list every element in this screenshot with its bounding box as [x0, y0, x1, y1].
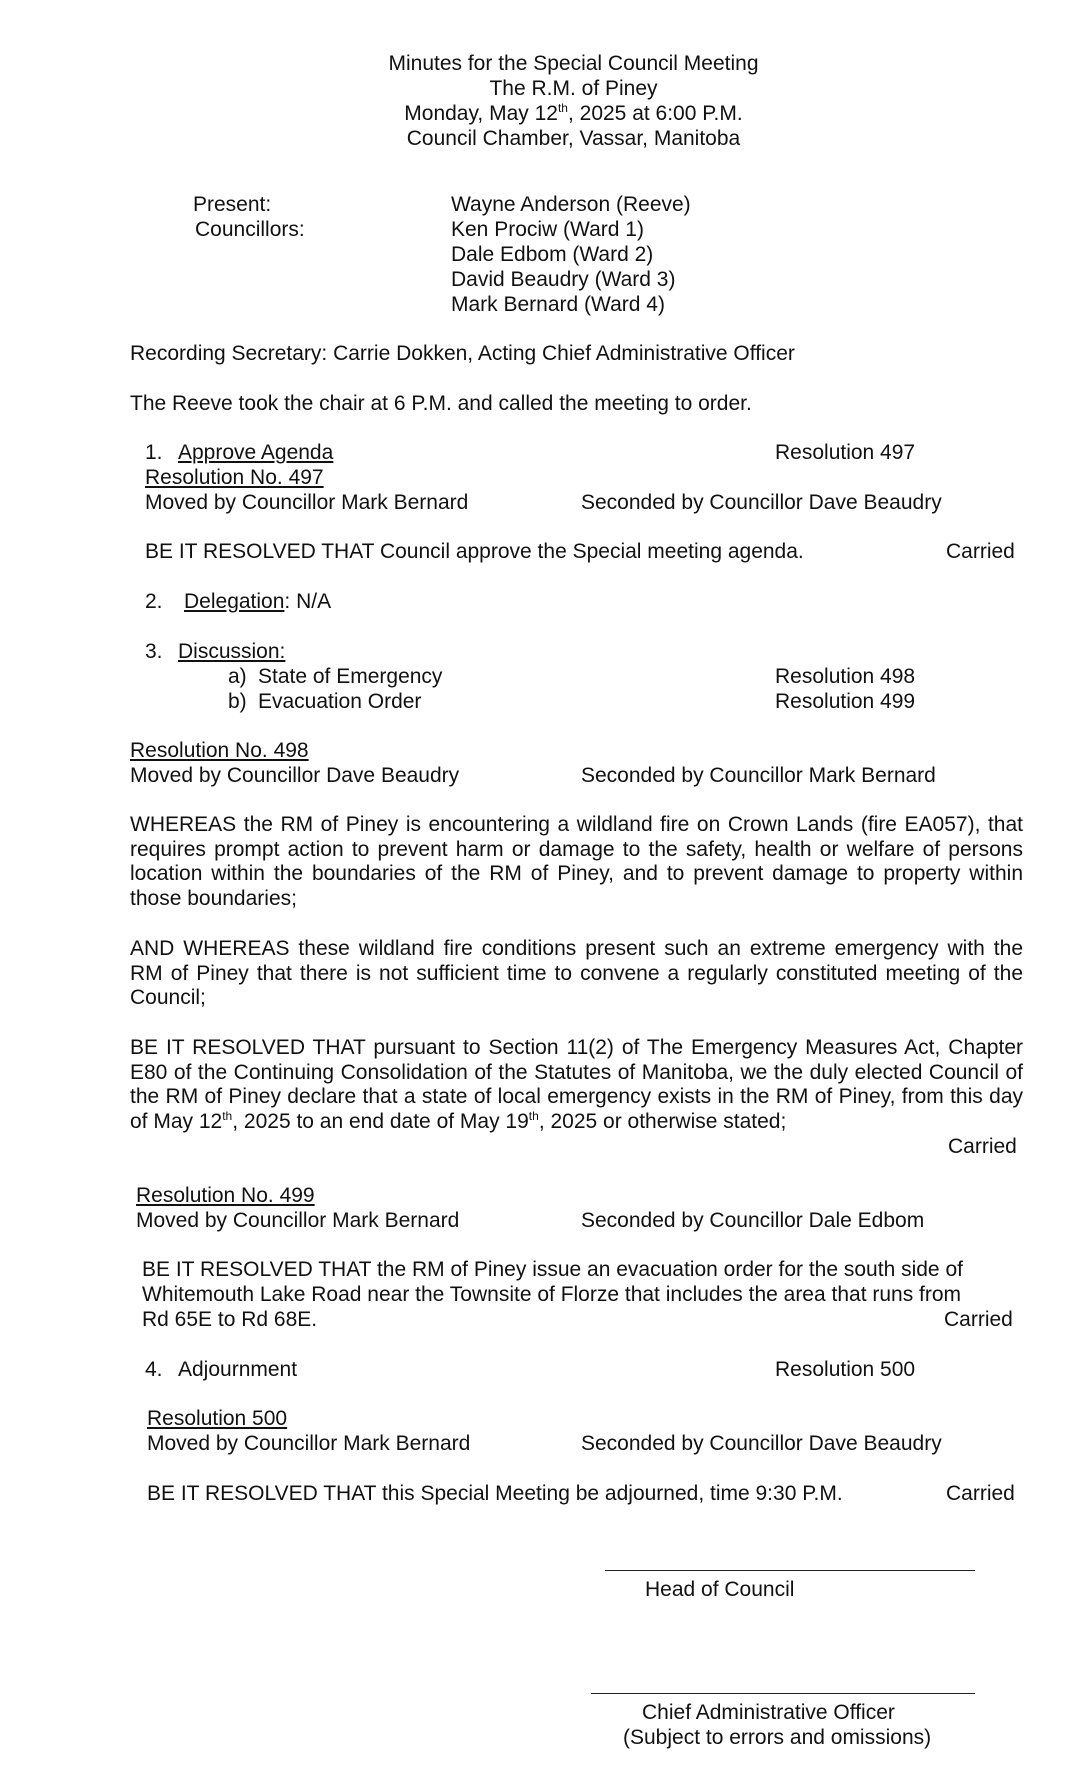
resolution-number: Resolution No. 498: [130, 739, 309, 762]
councillors-label: Councillors:: [195, 218, 305, 241]
whereas-paragraph: WHEREAS the RM of Piney is encountering a wildland fire on Crown Lands (fire EA057), that requires prompt action to prevent harm or damage to the safety, health or welfare of persons location within the boundaries of the RM of Piney, and to prevent damage to property within those boundaries;: [130, 813, 1023, 910]
resolution-number: Resolution No. 497: [145, 466, 324, 489]
resolution-text-line: Whitemouth Lake Road near the Townsite of Florze that includes the area that runs from: [142, 1283, 962, 1306]
moved-by: Moved by Councillor Mark Bernard: [147, 1432, 471, 1455]
header-municipality: The R.M. of Piney: [489, 77, 658, 100]
moved-by: Moved by Councillor Mark Bernard: [136, 1209, 460, 1232]
seconded-by: Seconded by Councillor Mark Bernard: [581, 764, 936, 787]
resolution-ref: Resolution 497: [775, 441, 916, 464]
item-title-approve-agenda: Approve Agenda: [178, 441, 334, 464]
head-of-council-label: Head of Council: [645, 1578, 795, 1601]
resolution-ref: Resolution 499: [775, 690, 916, 713]
header-title: Minutes for the Special Council Meeting: [388, 52, 759, 75]
seconded-by: Seconded by Councillor Dave Beaudry: [581, 491, 942, 514]
item-number: 4.: [145, 1358, 163, 1381]
be-it-resolved-paragraph: BE IT RESOLVED THAT pursuant to Section 11(2) of The Emergency Measures Act, Chapter E80 of the Continuing Consolidation of the Statutes of Manitoba, we the duly elected Council of the RM of Piney declare that a state of local emergency exists in the RM of Piney, from this day of May 12th, 2025 to an end date of May 19th, 2025 or otherwise stated;: [130, 1036, 1023, 1133]
errors-omissions-note: (Subject to errors and omissions): [623, 1726, 932, 1749]
resolution-number: Resolution No. 499: [136, 1184, 315, 1207]
resolution-ref: Resolution 498: [775, 665, 916, 688]
item-title-discussion: Discussion:: [178, 640, 286, 663]
item-number: 2.: [145, 590, 163, 613]
sub-item-letter: a): [228, 665, 247, 688]
item-title-delegation: Delegation: N/A: [184, 590, 332, 613]
seconded-by: Seconded by Councillor Dave Beaudry: [581, 1432, 942, 1455]
recording-secretary: Recording Secretary: Carrie Dokken, Acting Chief Administrative Officer: [130, 342, 795, 365]
sub-item-evacuation-order: Evacuation Order: [258, 690, 422, 713]
header-date: Monday, May 12th, 2025 at 6:00 P.M.: [404, 101, 743, 125]
status-carried: Carried: [948, 1135, 1017, 1158]
status-carried: Carried: [946, 540, 1015, 563]
resolution-text: BE IT RESOLVED THAT this Special Meeting be adjourned, time 9:30 P.M.: [147, 1482, 843, 1505]
item-number: 3.: [145, 640, 163, 663]
resolution-text-line: Rd 65E to Rd 68E.: [142, 1308, 318, 1331]
and-whereas-paragraph: AND WHEREAS these wildland fire conditions present such an extreme emergency with the RM of Piney that there is not sufficient time to convene a regularly constituted meeting of the Council;: [130, 937, 1023, 1009]
call-to-order: The Reeve took the chair at 6 P.M. and called the meeting to order.: [130, 392, 752, 415]
item-title-adjournment: Adjournment: [178, 1358, 298, 1381]
attendee-name: Dale Edbom (Ward 2): [451, 243, 654, 266]
item-number: 1.: [145, 441, 163, 464]
attendee-name: David Beaudry (Ward 3): [451, 268, 676, 291]
attendee-name: Mark Bernard (Ward 4): [451, 293, 665, 316]
resolution-ref: Resolution 500: [775, 1358, 916, 1381]
moved-by: Moved by Councillor Dave Beaudry: [130, 764, 460, 787]
sub-item-letter: b): [228, 690, 247, 713]
resolution-text-line: BE IT RESOLVED THAT the RM of Piney issue an evacuation order for the south side of: [142, 1258, 963, 1281]
sub-item-state-of-emergency: State of Emergency: [258, 665, 443, 688]
header-location: Council Chamber, Vassar, Manitoba: [406, 127, 741, 150]
resolution-number: Resolution 500: [147, 1407, 288, 1430]
attendee-name: Wayne Anderson (Reeve): [451, 193, 691, 216]
resolution-text: BE IT RESOLVED THAT Council approve the Special meeting agenda.: [145, 540, 804, 563]
attendee-name: Ken Prociw (Ward 1): [451, 218, 644, 241]
seconded-by: Seconded by Councillor Dale Edbom: [581, 1209, 925, 1232]
cao-label: Chief Administrative Officer: [642, 1701, 895, 1724]
present-label: Present:: [193, 193, 272, 216]
moved-by: Moved by Councillor Mark Bernard: [145, 491, 469, 514]
status-carried: Carried: [944, 1308, 1013, 1331]
status-carried: Carried: [946, 1482, 1015, 1505]
signature-line: [605, 1570, 975, 1571]
signature-line: [591, 1693, 975, 1694]
